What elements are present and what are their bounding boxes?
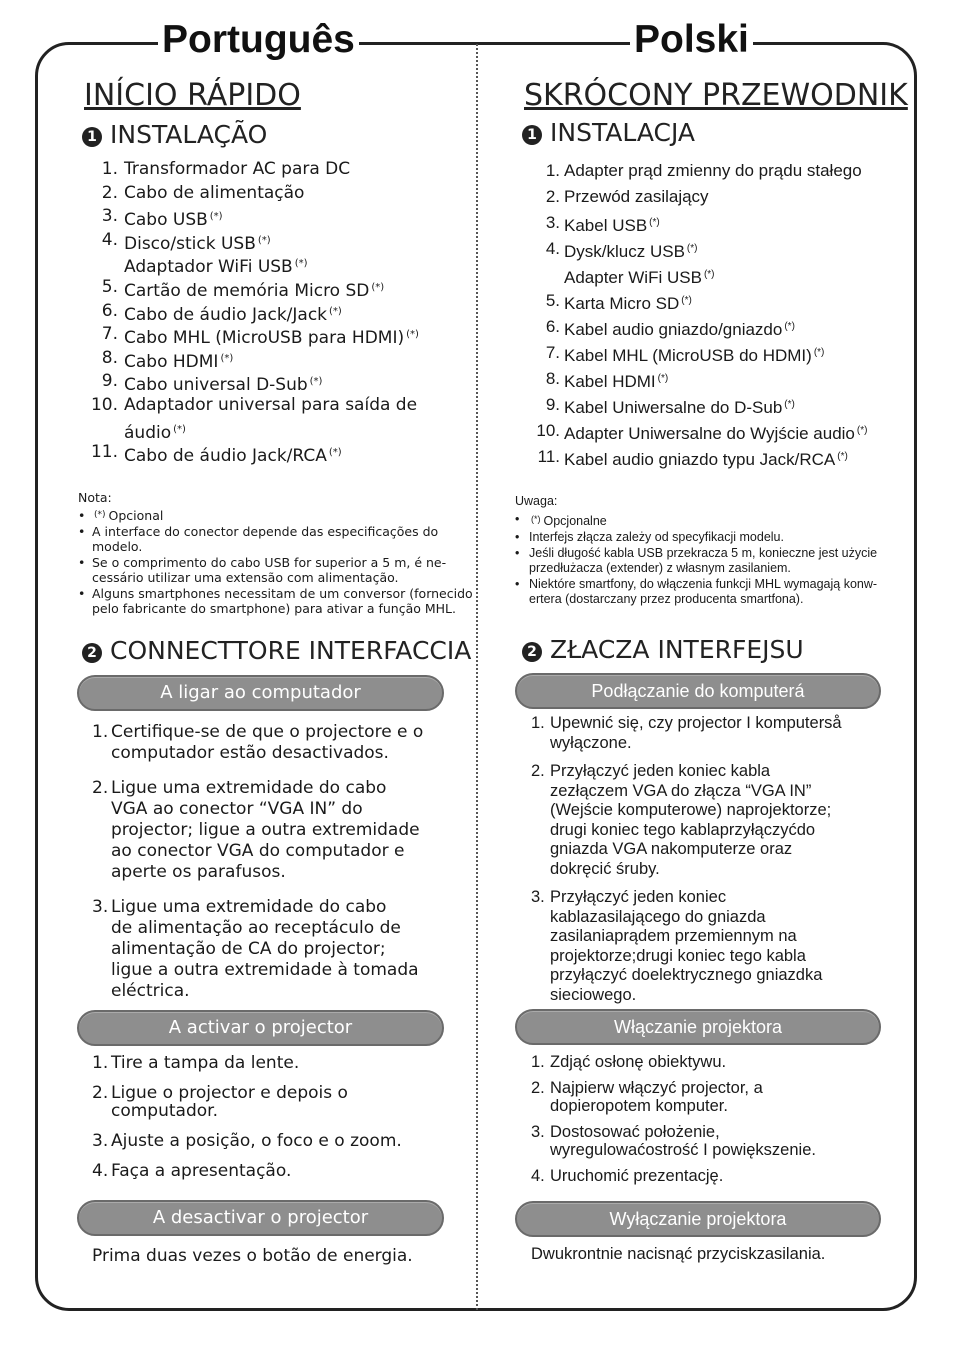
subsection-bar-power-on: Włączanie projektora [515, 1009, 881, 1045]
optional-marker: (*) [406, 329, 419, 341]
note-text: Interfejs złącza zależy od specyfikacji modelu. [529, 530, 784, 544]
list-item [530, 314, 867, 340]
list-item [90, 370, 419, 394]
note-line [92, 570, 473, 585]
step-item [92, 778, 423, 883]
item-number: 11. [90, 442, 118, 463]
step-item [92, 1132, 402, 1150]
list-item [530, 366, 867, 392]
step-number: 2. [531, 1079, 545, 1097]
step-line: wyregulowaćostrość I powiększenie. [550, 1141, 816, 1159]
list-item [90, 394, 419, 418]
step-number: 1. [92, 1053, 109, 1073]
subsection-bar-power-off: A desactivar o projector [77, 1200, 444, 1236]
optional-marker: (*) [813, 347, 825, 358]
step-item [531, 1167, 816, 1185]
section-heading-installation [82, 120, 267, 149]
step-item [92, 1162, 402, 1180]
item-number: 8. [545, 369, 560, 388]
note-text: Jeśli długość kabla USB przekracza 5 m, konieczne jest użycie [529, 546, 878, 560]
optional-marker: (*) [94, 510, 106, 520]
step-line: computador. [111, 1101, 218, 1121]
item-number: 6. [545, 317, 560, 336]
list-item [90, 441, 419, 465]
subsection-bar-power-off: Wyłączanie projektora [515, 1201, 881, 1237]
note-line [92, 524, 473, 539]
item-text: Cabo de áudio Jack/RCA [124, 446, 327, 467]
step-line: wyłączone. [550, 733, 632, 752]
item-text: Cabo universal D-Sub [124, 375, 308, 396]
section-number-badge: 2 [82, 643, 102, 663]
step-item [531, 1079, 816, 1115]
item-text: Transformador AC para DC [124, 159, 351, 179]
note-line [529, 592, 877, 607]
optional-marker: (*) [649, 217, 660, 228]
step-number: 4. [92, 1161, 109, 1181]
step-line: Uruchomić prezentację. [550, 1167, 724, 1185]
step-line: projector; ligue a outra extremidade [111, 820, 420, 840]
column-divider [476, 44, 478, 1310]
note-text: Niektóre smartfony, do włączenia funkcji MHL wymagają konw- [529, 577, 878, 591]
bullet: • [78, 508, 86, 523]
bullet: • [515, 512, 520, 526]
language-title-polish: Polski [630, 16, 753, 64]
list-item [90, 182, 419, 206]
subsection-bar-power-on: A activar o projector [77, 1010, 444, 1046]
item-text: áudio [124, 422, 172, 443]
note-text: Opcional [108, 508, 164, 523]
note-item [515, 512, 877, 529]
note-line [529, 512, 877, 529]
optional-marker: (*) [856, 425, 868, 436]
note-item [78, 508, 473, 523]
item-text: Cabo MHL (MicroUSB para HDMI) [124, 328, 405, 349]
step-item [531, 714, 842, 753]
note-line [92, 586, 473, 601]
step-line: Ajuste a posição, o foco e o zoom. [111, 1131, 402, 1151]
item-text: Kabel HDMI [564, 372, 656, 391]
item-text: Cabo HDMI [124, 351, 219, 372]
bullet: • [515, 546, 520, 560]
item-number: 4. [545, 239, 560, 258]
item-number: 5. [101, 276, 118, 297]
item-number: 11. [537, 447, 560, 466]
step-number: 3. [92, 1131, 109, 1151]
list-item [530, 340, 867, 366]
bullet: • [78, 586, 86, 601]
list-item [530, 262, 867, 288]
bullet: • [78, 524, 86, 539]
note-line [92, 539, 473, 554]
language-title-portuguese: Português [158, 16, 359, 64]
note-text: Alguns smartphones necessitam de um conversor (fornecido [92, 586, 473, 601]
step-line: przyłączyć doelektrycznego gniazdka [550, 966, 823, 984]
page-title: SKRÓCONY PRZEWODNIK [524, 78, 908, 113]
section-number-badge: 2 [522, 642, 542, 662]
step-line: aperte os parafusos. [111, 862, 286, 882]
section-heading-label: INSTALAÇÃO [110, 120, 268, 149]
step-line: Przyłączyć jeden koniec [550, 888, 727, 906]
note-line [529, 577, 877, 592]
list-item [530, 210, 867, 236]
package-contents-list [90, 158, 419, 465]
section-heading-installation [522, 118, 695, 147]
list-item [530, 184, 867, 210]
note-text: przedłużacza (extender) z własnym zasilaniem. [529, 561, 791, 575]
item-number: 1. [545, 161, 560, 180]
step-line: Certifique-se de que o projectore e o [111, 722, 424, 742]
step-line: Faça a apresentação. [111, 1161, 292, 1181]
note-items [515, 512, 877, 607]
list-item [90, 276, 419, 300]
step-line: eléctrica. [111, 981, 190, 1001]
step-item [531, 888, 842, 1005]
item-text: Cabo USB [124, 210, 208, 231]
note-item [78, 524, 473, 554]
optional-marker: (*) [209, 211, 223, 223]
item-text: Adapter WiFi USB [564, 268, 702, 287]
list-item [90, 418, 419, 442]
note-item [515, 530, 877, 545]
optional-marker: (*) [294, 258, 308, 270]
note-line [92, 555, 473, 570]
note-text: modelo. [92, 539, 143, 554]
list-item [90, 252, 419, 276]
note-line [92, 601, 473, 616]
power-off-instruction: Dwukrontnie nacisnąć przyciskzasilania. [531, 1245, 826, 1263]
subsection-bar-connect: Podłączanie do komputerá [515, 673, 881, 709]
list-item [90, 347, 419, 371]
section-heading-interface [82, 636, 471, 665]
step-line: zezłączem VGA do złącza “VGA IN” [550, 781, 812, 800]
optional-marker: (*) [309, 376, 323, 388]
bullet: • [515, 577, 520, 591]
notes-block [515, 494, 877, 607]
optional-marker: (*) [686, 243, 698, 254]
page-title: INÍCIO RÁPIDO [84, 78, 301, 113]
step-number: 2. [92, 778, 109, 798]
item-text: Adaptador WiFi USB [124, 257, 293, 278]
optional-marker: (*) [657, 373, 669, 384]
note-line [529, 561, 877, 576]
step-number: 3. [531, 1123, 545, 1141]
optional-marker: (*) [371, 281, 385, 293]
item-text: Cabo de áudio Jack/Jack [124, 304, 328, 325]
note-line [529, 546, 877, 561]
step-line: (Wejście komputerowe) naprojektorze; [550, 801, 832, 819]
item-number: 1. [101, 159, 118, 179]
note-text: cessário utilizar uma extensão com alimentação. [92, 570, 399, 585]
step-line: dokręcić śruby. [550, 859, 660, 878]
optional-marker: (*) [784, 321, 795, 332]
note-title: Uwaga: [515, 494, 558, 508]
step-line: ao conector VGA do computador e [111, 841, 405, 861]
step-item [531, 1053, 816, 1071]
connect-steps [92, 722, 423, 1016]
list-item [530, 288, 867, 314]
step-line: VGA ao conector “VGA IN” do [111, 799, 363, 819]
power-on-steps [92, 1054, 402, 1192]
note-title: Nota: [78, 490, 112, 505]
section-heading-label: ZŁACZA INTERFEJSU [550, 635, 804, 664]
power-off-instruction: Prima duas vezes o botão de energia. [92, 1246, 413, 1266]
optional-marker: (*) [173, 423, 186, 435]
optional-marker: (*) [703, 269, 715, 280]
item-text: Adapter prąd zmienny do prądu stałego [564, 161, 862, 180]
list-item [90, 300, 419, 324]
note-text: Se o comprimento do cabo USB for superior a 5 m, é ne- [92, 555, 447, 570]
step-line: gniazda VGA nakomputerze oraz [550, 840, 793, 858]
step-line: kablazasilającego do gniazda [550, 907, 766, 926]
note-items [78, 508, 473, 616]
step-number: 2. [92, 1083, 109, 1103]
item-text: Cabo de alimentação [124, 182, 305, 203]
optional-marker: (*) [257, 234, 271, 246]
bullet: • [515, 530, 520, 544]
item-number: 10. [90, 394, 118, 415]
section-number-badge: 1 [522, 125, 542, 145]
step-line: drugi koniec tego kablaprzyłączyćdo [550, 820, 816, 839]
step-number: 3. [92, 897, 109, 917]
step-number: 1. [531, 1053, 545, 1071]
item-text: Kabel MHL (MicroUSB do HDMI) [564, 346, 812, 365]
item-text: Kabel Uniwersalne do D-Sub [564, 398, 783, 417]
step-line: Ligue uma extremidade do cabo [111, 897, 387, 917]
section-heading-label: CONNECTTORE INTERFACCIA [110, 636, 472, 665]
item-number: 5. [545, 291, 560, 310]
optional-marker: (*) [328, 447, 342, 459]
step-line: projektorze;drugi koniec tego kabla [550, 946, 806, 965]
step-line: Zdjąć osłonę obiektywu. [550, 1053, 727, 1071]
list-item [530, 236, 867, 262]
step-item [92, 722, 423, 764]
list-item [530, 158, 867, 184]
step-line: Tire a tampa da lente. [111, 1053, 300, 1073]
step-number: 3. [531, 888, 545, 906]
step-line: Ligue uma extremidade do cabo [111, 778, 387, 798]
item-number: 7. [101, 324, 118, 345]
optional-marker: (*) [220, 352, 234, 364]
step-line: alimentação de CA do projector; [111, 939, 386, 959]
list-item [90, 323, 419, 347]
note-line [92, 508, 473, 523]
item-text: Przewód zasilający [564, 187, 709, 206]
item-text: Adaptador universal para saída de [124, 394, 418, 415]
item-number: 4. [101, 229, 118, 250]
note-item [515, 546, 877, 576]
item-text: Kabel audio gniazdo typu Jack/RCA [564, 450, 836, 469]
step-line: ligue a outra extremidade à tomada [111, 960, 419, 980]
item-text: Cartão de memória Micro SD [124, 280, 370, 301]
item-number: 10. [536, 421, 560, 440]
note-item [78, 555, 473, 585]
list-item [90, 229, 419, 253]
note-text: pelo fabricante do smartphone) para ativar a função MHL. [92, 601, 456, 616]
package-contents-list [530, 158, 867, 470]
note-text: ertera (dostarczany przez producenta smartfona). [529, 592, 804, 606]
item-text: Kabel USB [564, 216, 648, 235]
notes-block [78, 490, 473, 616]
step-line: Przyłączyć jeden koniec kabla [550, 762, 771, 780]
step-item [92, 1054, 402, 1072]
note-item [515, 577, 877, 607]
item-number: 7. [545, 343, 560, 362]
step-line: Upewnić się, czy projector I komputerså [550, 714, 842, 732]
step-item [92, 897, 423, 1002]
step-number: 1. [531, 714, 545, 732]
item-text: Kabel audio gniazdo/gniazdo [564, 320, 783, 339]
step-line: Najpierw włączyć projector, a [550, 1079, 763, 1097]
list-item [90, 158, 419, 182]
item-number: 6. [101, 300, 118, 321]
list-item [530, 392, 867, 418]
step-line: dopieropotem komputer. [550, 1097, 728, 1115]
optional-marker: (*) [681, 295, 692, 306]
optional-marker: (*) [837, 451, 848, 462]
optional-marker: (*) [531, 514, 541, 524]
connect-steps [531, 714, 842, 1014]
note-item [78, 586, 473, 616]
item-text: Dysk/klucz USB [564, 242, 685, 261]
list-item [530, 418, 867, 444]
section-heading-label: INSTALACJA [550, 118, 696, 147]
section-heading-interface [522, 635, 804, 664]
list-item [90, 205, 419, 229]
item-text: Disco/stick USB [124, 233, 256, 254]
note-line [529, 530, 877, 545]
item-number: 2. [545, 187, 560, 206]
item-number: 9. [101, 371, 118, 392]
item-number: 8. [101, 347, 118, 368]
step-item [531, 1123, 816, 1159]
optional-marker: (*) [784, 399, 795, 410]
step-number: 2. [531, 762, 545, 780]
item-number: 3. [101, 206, 118, 227]
section-number-badge: 1 [82, 127, 102, 147]
item-number: 2. [101, 182, 118, 203]
step-line: sieciowego. [550, 985, 637, 1004]
step-line: zasilaniaprądem przemiennym na [550, 927, 797, 945]
note-text: Opcjonalne [543, 514, 607, 528]
item-number: 3. [545, 213, 560, 232]
subsection-bar-connect: A ligar ao computador [77, 675, 444, 711]
step-line: Ligue o projector e depois o [111, 1083, 348, 1103]
step-item [531, 762, 842, 879]
power-on-steps [531, 1053, 816, 1193]
item-text: Karta Micro SD [564, 294, 680, 313]
item-number: 9. [545, 395, 560, 414]
step-number: 1. [92, 722, 109, 742]
step-line: de alimentação ao receptáculo de [111, 918, 401, 938]
list-item [530, 444, 867, 470]
step-item [92, 1084, 402, 1120]
item-text: Adapter Uniwersalne do Wyjście audio [564, 424, 855, 443]
step-number: 4. [531, 1167, 545, 1185]
bullet: • [78, 555, 86, 570]
optional-marker: (*) [329, 305, 342, 317]
step-line: Dostosować położenie, [550, 1123, 720, 1141]
note-text: A interface do conector depende das especificações do [92, 524, 439, 539]
step-line: computador estão desactivados. [111, 743, 389, 763]
